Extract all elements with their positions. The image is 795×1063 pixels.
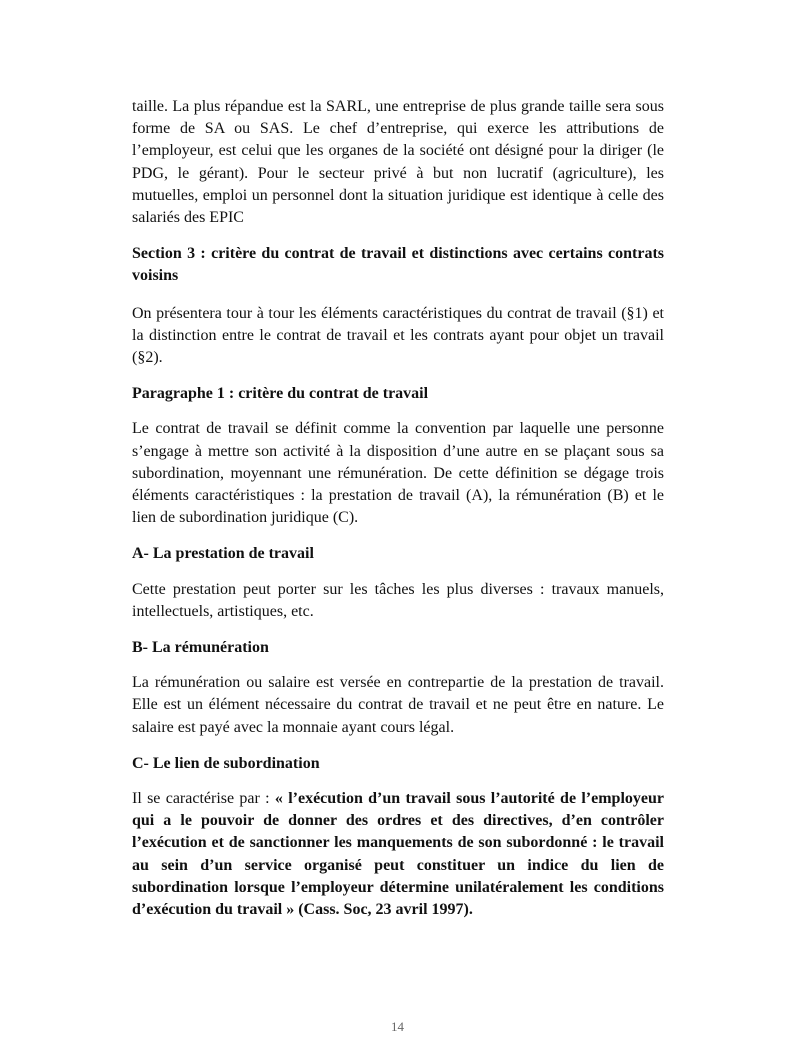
document-page <box>132 96 664 921</box>
paragraph-1-text: Le contrat de travail se définit comme la convention par laquelle une personne s’engage à mettre son activité à la disposition d’une autre en se plaçant sous sa subordination, moyennant une rémunération. De cette définition se dégage trois éléments caractéristiques : la prestation de travail (A), la rémunération (B) et le lien de subordination juridique (C). <box>132 420 664 527</box>
a-heading: A- La prestation de travail <box>132 545 314 563</box>
a-paragraph: Cette prestation peut porter sur les tâches les plus diverses : travaux manuels, intellectuels, artistiques, etc. <box>132 580 664 620</box>
c-paragraph <box>132 788 664 921</box>
section-3-heading: Section 3 : critère du contrat de travail et distinctions avec certains contrats voisins <box>132 245 664 285</box>
c-paragraph-intro: Il se caractérise par : <box>132 790 275 808</box>
section-3-paragraph: On présentera tour à tour les éléments caractéristiques du contrat de travail (§1) et la distinction entre le contrat de travail et les contrats ayant pour objet un travail (§2). <box>132 304 664 367</box>
b-heading: B- La rémunération <box>132 639 269 657</box>
c-heading: C- Le lien de subordination <box>132 754 320 772</box>
b-paragraph: La rémunération ou salaire est versée en contrepartie de la prestation de travail. Elle est un élément nécessaire du contrat de travail et ne peut être en nature. Le salaire est payé avec la monnaie ayant cours légal. <box>132 674 664 736</box>
c-paragraph-quote: « l’exécution d’un travail sous l’autorité de l’employeur qui a le pouvoir de donner des ordres et des directives, d’en contrôler l’exécution et de sanctionner les manquements de son subordonné : le travail au sein d’un service organisé peut constituer un indice du lien de subordination lorsque l’employeur détermine unilatéralement les conditions d’exécution du travail » (Cass. Soc, 23 avril 1997). <box>132 790 665 919</box>
paragraph-1-heading: Paragraphe 1 : critère du contrat de travail <box>132 385 429 403</box>
intro-paragraph: taille. La plus répandue est la SARL, une entreprise de plus grande taille sera sous forme de SA ou SAS. Le chef d’entreprise, qui exerce les attributions de l’employeur, est celui que les organes de la société ont désigné pour la diriger (le PDG, le gérant). Pour le secteur privé à but non lucratif (agriculture), les mutuelles, emploi un personnel dont la situation juridique est identique à celle des salariés des EPIC <box>132 98 664 227</box>
page-number: 14 <box>391 1019 404 1034</box>
